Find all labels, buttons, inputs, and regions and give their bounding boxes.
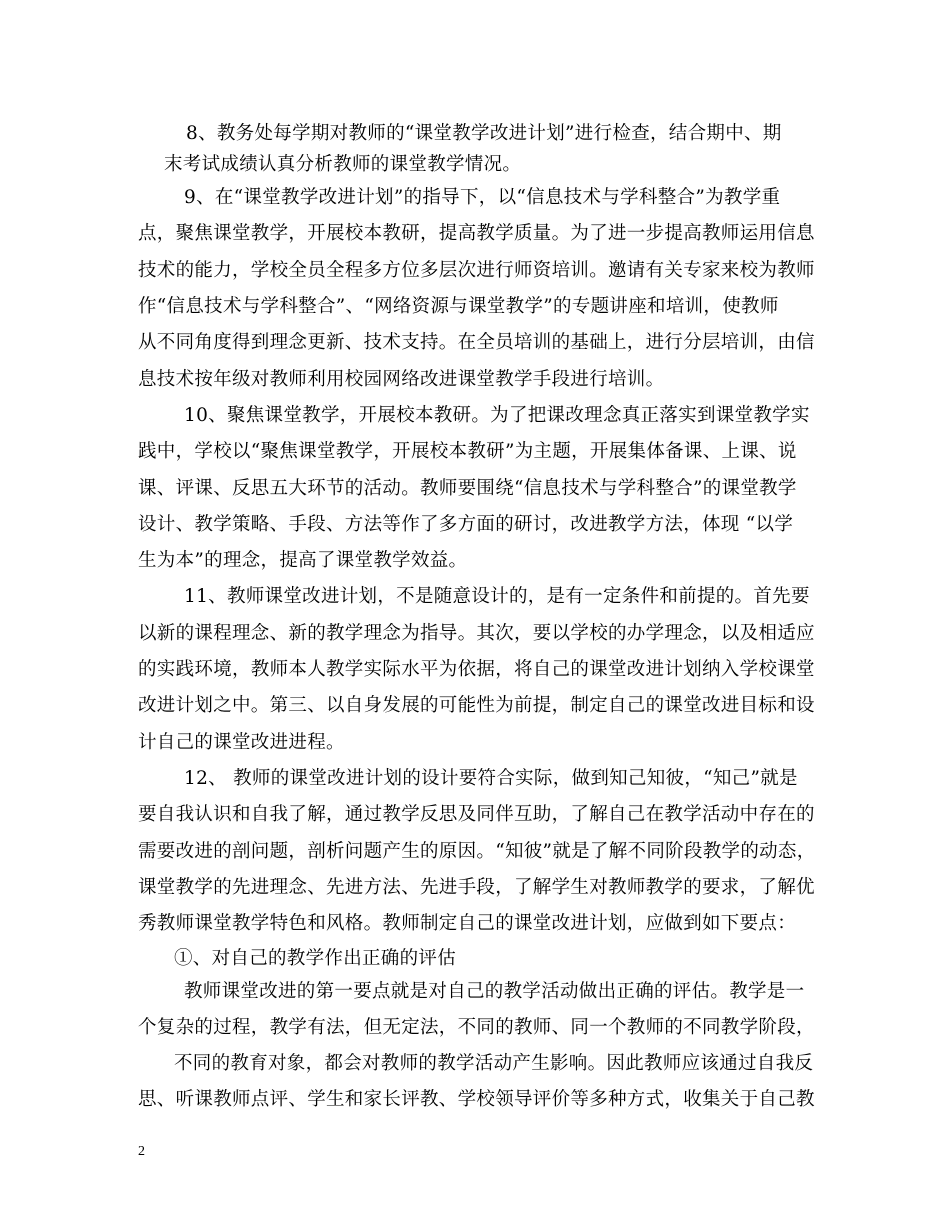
text-line: 需要改进的剖问题，剖析问题产生的原因。“知彼”就是了解不同阶段教学的动态， [138,841,816,862]
text-line: 点，聚焦课堂教学，开展校本教研，提高教学质量。为了进一步提高教师运用信息 [138,223,815,244]
text-line: 的实践环境，教师本人教学实际水平为依据，将自己的课堂改进计划纳入学校课堂 [138,659,815,680]
text-line: 末考试成绩认真分析教师的课堂教学情况。 [164,154,522,175]
text-line: 不同的教育对象，都会对教师的教学活动产生影响。因此教师应该通过自我反 [174,1053,814,1074]
text-line: ①、对自己的教学作出正确的评估 [174,948,457,969]
text-line: 践中，学校以“聚焦课堂教学，开展校本教研”为主题，开展集体备课、上课、说 [138,441,797,462]
page-number: 2 [138,1144,145,1159]
text-line: 计自己的课堂改进进程。 [138,732,345,753]
text-line: 8、教务处每学期对教师的“课堂教学改进计划”进行检查，结合期中、期 [186,123,782,144]
text-line: 课堂教学的先进理念、先进方法、先进手段，了解学生对教师教学的要求，了解优 [138,877,815,898]
text-line: 教师课堂改进的第一要点就是对自己的教学活动做出正确的评估。教学是一 [184,981,805,1002]
text-line: 技术的能力，学校全员全程多方位多层次进行师资培训。邀请有关专家来校为教师 [138,260,815,281]
text-line: 12、 教师的课堂改进计划的设计要符合实际，做到知己知彼，“知己”就是 [184,768,798,789]
text-line: 10、聚焦课堂教学，开展校本教研。为了把课改理念真正落实到课堂教学实 [184,405,810,426]
text-line: 个复杂的过程，教学有法，但无定法，不同的教师、同一个教师的不同教学阶段， [138,1017,815,1038]
text-line: 生为本”的理念，提高了课堂教学效益。 [138,550,468,571]
text-line: 课、评课、反思五大环节的活动。教师要围绕“信息技术与学科整合”的课堂教学 [138,478,797,499]
text-line: 11、教师课堂改进计划，不是随意设计的，是有一定条件和前提的。首先要 [184,586,810,607]
text-line: 秀教师课堂教学特色和风格。教师制定自己的课堂改进计划，应做到如下要点： [138,913,797,934]
text-line: 作“信息技术与学科整合”、“网络资源与课堂教学”的专题讲座和培训，使教师 [138,296,779,317]
text-line: 息技术按年级对教师利用校园网络改进课堂教学手段进行培训。 [138,369,665,390]
text-line: 以新的课程理念、新的教学理念为指导。其次，要以学校的办学理念，以及相适应 [138,623,815,644]
text-line: 从不同角度得到理念更新、技术支持。在全员培训的基础上，进行分层培训，由信 [138,332,815,353]
text-line: 改进计划之中。第三、以自身发展的可能性为前提，制定自己的课堂改进目标和设 [138,695,815,716]
text-line: 思、听课教师点评、学生和家长评教、学校领导评价等多种方式，收集关于自己教 [138,1089,815,1110]
text-line: 要自我认识和自我了解，通过教学反思及同伴互助，了解自己在教学活动中存在的 [138,804,815,825]
text-line: 9、在“课堂教学改进计划”的指导下，以“信息技术与学科整合”为教学重 [184,187,781,208]
text-line: 设计、教学策略、手段、方法等作了多方面的研讨，改进教学方法，体现 “以学 [138,514,794,535]
